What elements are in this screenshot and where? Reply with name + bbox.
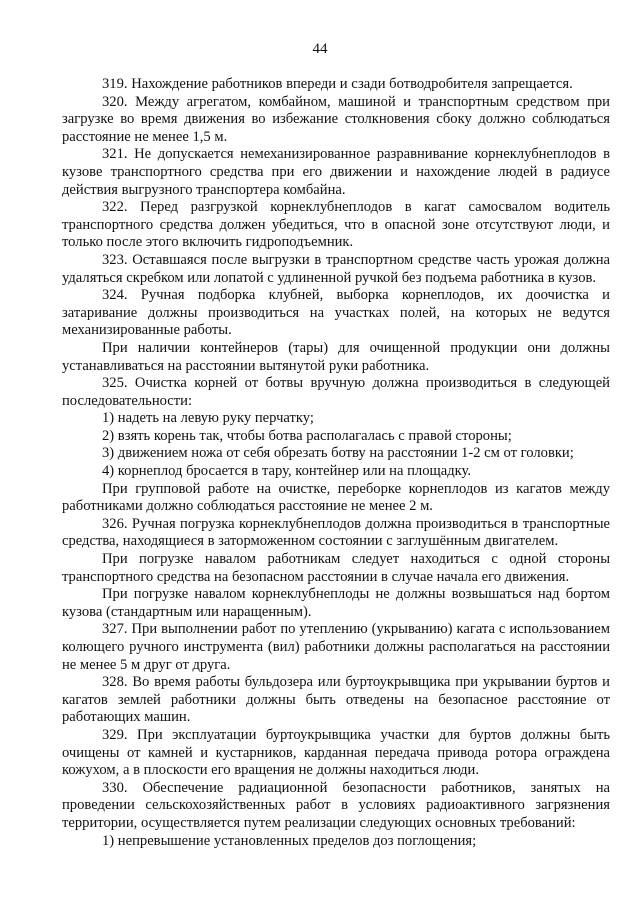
paragraph-320: 320. Между агрегатом, комбайном, машиной и транспортным средством при загрузке во время движения во избежание столкновения сбоку должно соблюдаться расстояние не менее 1,5 м. [62,93,610,145]
list-item-325-4: 4) корнеплод бросается в тару, контейнер или на площадку. [102,463,472,480]
document-body [62,76,610,850]
list-item-325-2: 2) взять корень так, чтобы ботва располагалась с правой стороны; [102,427,512,444]
list-item-325-3: 3) движением ножа от себя обрезать ботву на расстоянии 1-2 см от головки; [102,445,574,462]
paragraph-324: 324. Ручная подборка клубней, выборка корнеплодов, их доочистка и затаривание должны производиться на участках полей, на которых не ведутся механизированные работы. [62,287,610,339]
paragraph-328: 328. Во время работы бульдозера или буртоукрывщика при укрывании буртов и кагатов землей работники должны быть отведены на безопасное расстояние от работающих машин. [62,674,610,726]
paragraph-326-loading-height: При погрузке навалом корнеклубнеплоды не должны возвышаться над бортом кузова (стандартным или наращенным). [62,586,610,620]
paragraph-326: 326. Ручная погрузка корнеклубнеплодов должна производиться в транспортные средства, находящиеся в заторможенном состоянии с заглушённым двигателем. [62,515,610,550]
list-item-330-1: 1) непревышение установленных пределов доз поглощения; [102,832,477,849]
page-number: 44 [312,41,328,57]
paragraph-325: 325. Очистка корней от ботвы вручную должна производиться в следующей последовательности: [62,375,610,409]
paragraph-326-loading-side: При погрузке навалом работникам следует находиться с одной стороны транспортного средства на безопасном расстоянии в случае начала его движения. [62,551,610,585]
paragraph-324-containers: При наличии контейнеров (тары) для очищенной продукции они должны устанавливаться на расстоянии вытянутой руки работника. [62,339,610,374]
paragraph-325-group-work: При групповой работе на очистке, переборке корнеплодов из кагатов между работниками должно соблюдаться расстояние не менее 2 м. [62,480,610,515]
paragraph-319: 319. Нахождение работников впереди и сзади ботводробителя запрещается. [102,76,573,92]
list-item-325-1: 1) надеть на левую руку перчатку; [102,410,314,427]
paragraph-323: 323. Оставшаяся после выгрузки в транспортном средстве часть урожая должна удаляться скребком или лопатой с удлиненной ручкой без подъема работника в кузов. [62,251,610,286]
paragraph-329: 329. При эксплуатации буртоукрывщика участки для буртов должны быть очищены от камней и кустарников, карданная передача привода ротора ограждена кожухом, а в плоскости его вращения не должны находиться люди. [62,726,610,779]
paragraph-330: 330. Обеспечение радиационной безопасности работников, занятых на проведении сельскохозяйственных работ в условиях радиоактивного загрязнения территории, осуществляется путем реализации следующих основных требований: [62,779,610,831]
paragraph-321: 321. Не допускается немеханизированное разравнивание корнеклубнеплодов в кузове транспортного средства при его движении и нахождение людей в радиусе действия выгрузного транспортера комбайна. [62,146,610,198]
paragraph-322: 322. Перед разгрузкой корнеклубнеплодов в кагат самосвалом водитель транспортного средства должен убедиться, что в опасной зоне отсутствуют люди, и только после этого включить гидроподъемник. [62,199,610,251]
paragraph-327: 327. При выполнении работ по утеплению (укрыванию) кагата с использованием колющего ручного инструмента (вил) работники должны располагаться на расстоянии не менее 5 м друг от друга. [62,621,610,673]
